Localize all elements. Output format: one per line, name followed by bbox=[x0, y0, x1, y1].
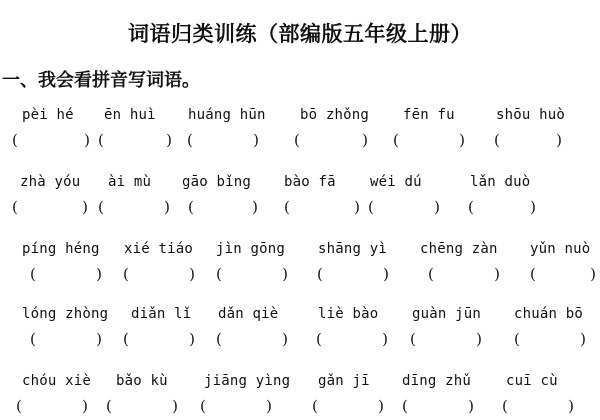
open-paren: ( bbox=[393, 131, 399, 149]
open-paren: ( bbox=[428, 265, 434, 283]
answer-blank[interactable] bbox=[12, 198, 88, 216]
answer-blank[interactable] bbox=[468, 198, 536, 216]
open-paren: ( bbox=[216, 330, 222, 348]
pinyin-text: pèi hé bbox=[22, 107, 74, 123]
answer-blank[interactable] bbox=[98, 131, 172, 149]
close-paren: ) bbox=[266, 397, 272, 415]
answer-blank[interactable] bbox=[284, 198, 360, 216]
answer-blank[interactable] bbox=[393, 131, 465, 149]
open-paren: ( bbox=[187, 131, 193, 149]
exercise-item bbox=[22, 241, 112, 291]
exercise-item bbox=[98, 174, 188, 224]
pinyin-text: wéi dú bbox=[370, 174, 422, 190]
pinyin-text: guàn jūn bbox=[412, 306, 482, 322]
open-paren: ( bbox=[30, 330, 36, 348]
open-paren: ( bbox=[106, 397, 112, 415]
close-paren: ) bbox=[434, 198, 440, 216]
exercise-item bbox=[12, 174, 100, 224]
pinyin-text: huáng hūn bbox=[188, 107, 266, 123]
exercise-row-4 bbox=[0, 306, 600, 356]
exercise-item bbox=[200, 373, 294, 420]
pinyin-text: yǔn nuò bbox=[530, 241, 591, 257]
close-paren: ) bbox=[172, 397, 178, 415]
exercise-item bbox=[318, 306, 408, 356]
exercise-item bbox=[98, 107, 184, 157]
close-paren: ) bbox=[253, 131, 259, 149]
close-paren: ) bbox=[82, 397, 88, 415]
pinyin-text: bō zhǒng bbox=[300, 107, 370, 123]
open-paren: ( bbox=[312, 397, 318, 415]
exercise-item bbox=[12, 107, 102, 157]
exercise-item bbox=[218, 306, 308, 356]
exercise-row-1 bbox=[0, 107, 600, 157]
exercise-item bbox=[16, 373, 112, 420]
answer-blank[interactable] bbox=[98, 198, 170, 216]
exercise-item bbox=[393, 107, 483, 157]
open-paren: ( bbox=[317, 265, 323, 283]
exercise-item bbox=[284, 174, 364, 224]
exercise-item bbox=[420, 241, 520, 291]
pinyin-text: chuán bō bbox=[514, 306, 584, 322]
exercise-item bbox=[182, 174, 272, 224]
open-paren: ( bbox=[410, 330, 416, 348]
close-paren: ) bbox=[282, 330, 288, 348]
exercise-row-5 bbox=[0, 373, 600, 420]
answer-blank[interactable] bbox=[530, 265, 596, 283]
pinyin-text: bǎo kù bbox=[116, 373, 168, 389]
pinyin-text: xié tiáo bbox=[124, 241, 194, 257]
exercise-item bbox=[496, 107, 586, 157]
answer-blank[interactable] bbox=[188, 198, 258, 216]
exercise-item bbox=[514, 306, 600, 356]
open-paren: ( bbox=[514, 330, 520, 348]
pinyin-text: jiāng yìng bbox=[204, 373, 291, 389]
answer-blank[interactable] bbox=[317, 265, 389, 283]
close-paren: ) bbox=[96, 330, 102, 348]
exercise-item bbox=[312, 373, 398, 420]
answer-blank[interactable] bbox=[494, 131, 562, 149]
exercise-item bbox=[216, 241, 306, 291]
pinyin-text: lǎn duò bbox=[470, 174, 531, 190]
open-paren: ( bbox=[200, 397, 206, 415]
pinyin-text: jìn gōng bbox=[216, 241, 286, 257]
open-paren: ( bbox=[123, 330, 129, 348]
exercise-item bbox=[412, 306, 512, 356]
answer-blank[interactable] bbox=[187, 131, 259, 149]
close-paren: ) bbox=[189, 265, 195, 283]
close-paren: ) bbox=[362, 131, 368, 149]
close-paren: ) bbox=[166, 131, 172, 149]
close-paren: ) bbox=[590, 265, 596, 283]
answer-blank[interactable] bbox=[16, 397, 88, 415]
close-paren: ) bbox=[383, 265, 389, 283]
exercise-item bbox=[370, 174, 450, 224]
pinyin-text: gāo bǐng bbox=[182, 174, 252, 190]
close-paren: ) bbox=[382, 330, 388, 348]
close-paren: ) bbox=[580, 330, 586, 348]
open-paren: ( bbox=[123, 265, 129, 283]
close-paren: ) bbox=[556, 131, 562, 149]
pinyin-text: shōu huò bbox=[496, 107, 566, 123]
answer-blank[interactable] bbox=[12, 131, 90, 149]
open-paren: ( bbox=[98, 198, 104, 216]
close-paren: ) bbox=[82, 198, 88, 216]
open-paren: ( bbox=[284, 198, 290, 216]
open-paren: ( bbox=[502, 397, 508, 415]
open-paren: ( bbox=[402, 397, 408, 415]
close-paren: ) bbox=[378, 397, 384, 415]
close-paren: ) bbox=[494, 265, 500, 283]
close-paren: ) bbox=[459, 131, 465, 149]
answer-blank[interactable] bbox=[514, 330, 586, 348]
close-paren: ) bbox=[96, 265, 102, 283]
close-paren: ) bbox=[354, 198, 360, 216]
open-paren: ( bbox=[16, 397, 22, 415]
close-paren: ) bbox=[530, 198, 536, 216]
answer-blank[interactable] bbox=[30, 265, 102, 283]
answer-blank[interactable] bbox=[294, 131, 368, 149]
answer-blank[interactable] bbox=[428, 265, 500, 283]
exercise-row-2 bbox=[0, 174, 600, 224]
open-paren: ( bbox=[530, 265, 536, 283]
exercise-item bbox=[470, 174, 550, 224]
pinyin-text: gǎn jī bbox=[318, 373, 370, 389]
pinyin-text: shāng yì bbox=[318, 241, 388, 257]
close-paren: ) bbox=[282, 265, 288, 283]
answer-blank[interactable] bbox=[216, 330, 288, 348]
close-paren: ) bbox=[189, 330, 195, 348]
pinyin-text: bào fā bbox=[284, 174, 336, 190]
close-paren: ) bbox=[164, 198, 170, 216]
exercise-item bbox=[502, 373, 596, 420]
pinyin-text: ēn huì bbox=[104, 107, 156, 123]
exercise-item bbox=[188, 107, 288, 157]
open-paren: ( bbox=[316, 330, 322, 348]
exercise-item bbox=[123, 306, 221, 356]
exercise-item bbox=[22, 306, 122, 356]
close-paren: ) bbox=[468, 397, 474, 415]
exercise-row-3 bbox=[0, 241, 600, 291]
pinyin-text: zhà yóu bbox=[20, 174, 81, 190]
open-paren: ( bbox=[12, 198, 18, 216]
pinyin-text: dīng zhǔ bbox=[402, 373, 472, 389]
pinyin-text: liè bào bbox=[318, 306, 379, 322]
open-paren: ( bbox=[98, 131, 104, 149]
open-paren: ( bbox=[216, 265, 222, 283]
close-paren: ) bbox=[84, 131, 90, 149]
answer-blank[interactable] bbox=[502, 397, 574, 415]
answer-blank[interactable] bbox=[316, 330, 388, 348]
pinyin-text: fēn fu bbox=[403, 107, 455, 123]
section-title: 一、我会看拼音写词语。 bbox=[2, 70, 200, 91]
open-paren: ( bbox=[494, 131, 500, 149]
answer-blank[interactable] bbox=[123, 265, 195, 283]
close-paren: ) bbox=[568, 397, 574, 415]
open-paren: ( bbox=[12, 131, 18, 149]
exercise-item bbox=[124, 241, 214, 291]
answer-blank[interactable] bbox=[216, 265, 288, 283]
exercise-item bbox=[402, 373, 492, 420]
open-paren: ( bbox=[294, 131, 300, 149]
open-paren: ( bbox=[30, 265, 36, 283]
answer-blank[interactable] bbox=[200, 397, 272, 415]
close-paren: ) bbox=[252, 198, 258, 216]
answer-blank[interactable] bbox=[312, 397, 384, 415]
answer-blank[interactable] bbox=[123, 330, 195, 348]
answer-blank[interactable] bbox=[410, 330, 482, 348]
open-paren: ( bbox=[468, 198, 474, 216]
pinyin-text: cuī cù bbox=[506, 373, 558, 389]
pinyin-text: lóng zhòng bbox=[22, 306, 109, 322]
pinyin-text: chóu xiè bbox=[22, 373, 92, 389]
open-paren: ( bbox=[368, 198, 374, 216]
exercise-item bbox=[530, 241, 600, 291]
pinyin-text: chēng zàn bbox=[420, 241, 498, 257]
close-paren: ) bbox=[476, 330, 482, 348]
answer-blank[interactable] bbox=[106, 397, 178, 415]
open-paren: ( bbox=[188, 198, 194, 216]
pinyin-text: diǎn lǐ bbox=[131, 306, 192, 322]
answer-blank[interactable] bbox=[30, 330, 102, 348]
answer-blank[interactable] bbox=[402, 397, 474, 415]
exercise-item bbox=[294, 107, 390, 157]
pinyin-text: dǎn qiè bbox=[218, 306, 279, 322]
exercise-item bbox=[318, 241, 408, 291]
pinyin-text: píng héng bbox=[22, 241, 100, 257]
page-title: 词语归类训练（部编版五年级上册） bbox=[128, 21, 472, 46]
exercise-item bbox=[106, 373, 196, 420]
pinyin-text: ài mù bbox=[108, 174, 152, 190]
answer-blank[interactable] bbox=[368, 198, 440, 216]
